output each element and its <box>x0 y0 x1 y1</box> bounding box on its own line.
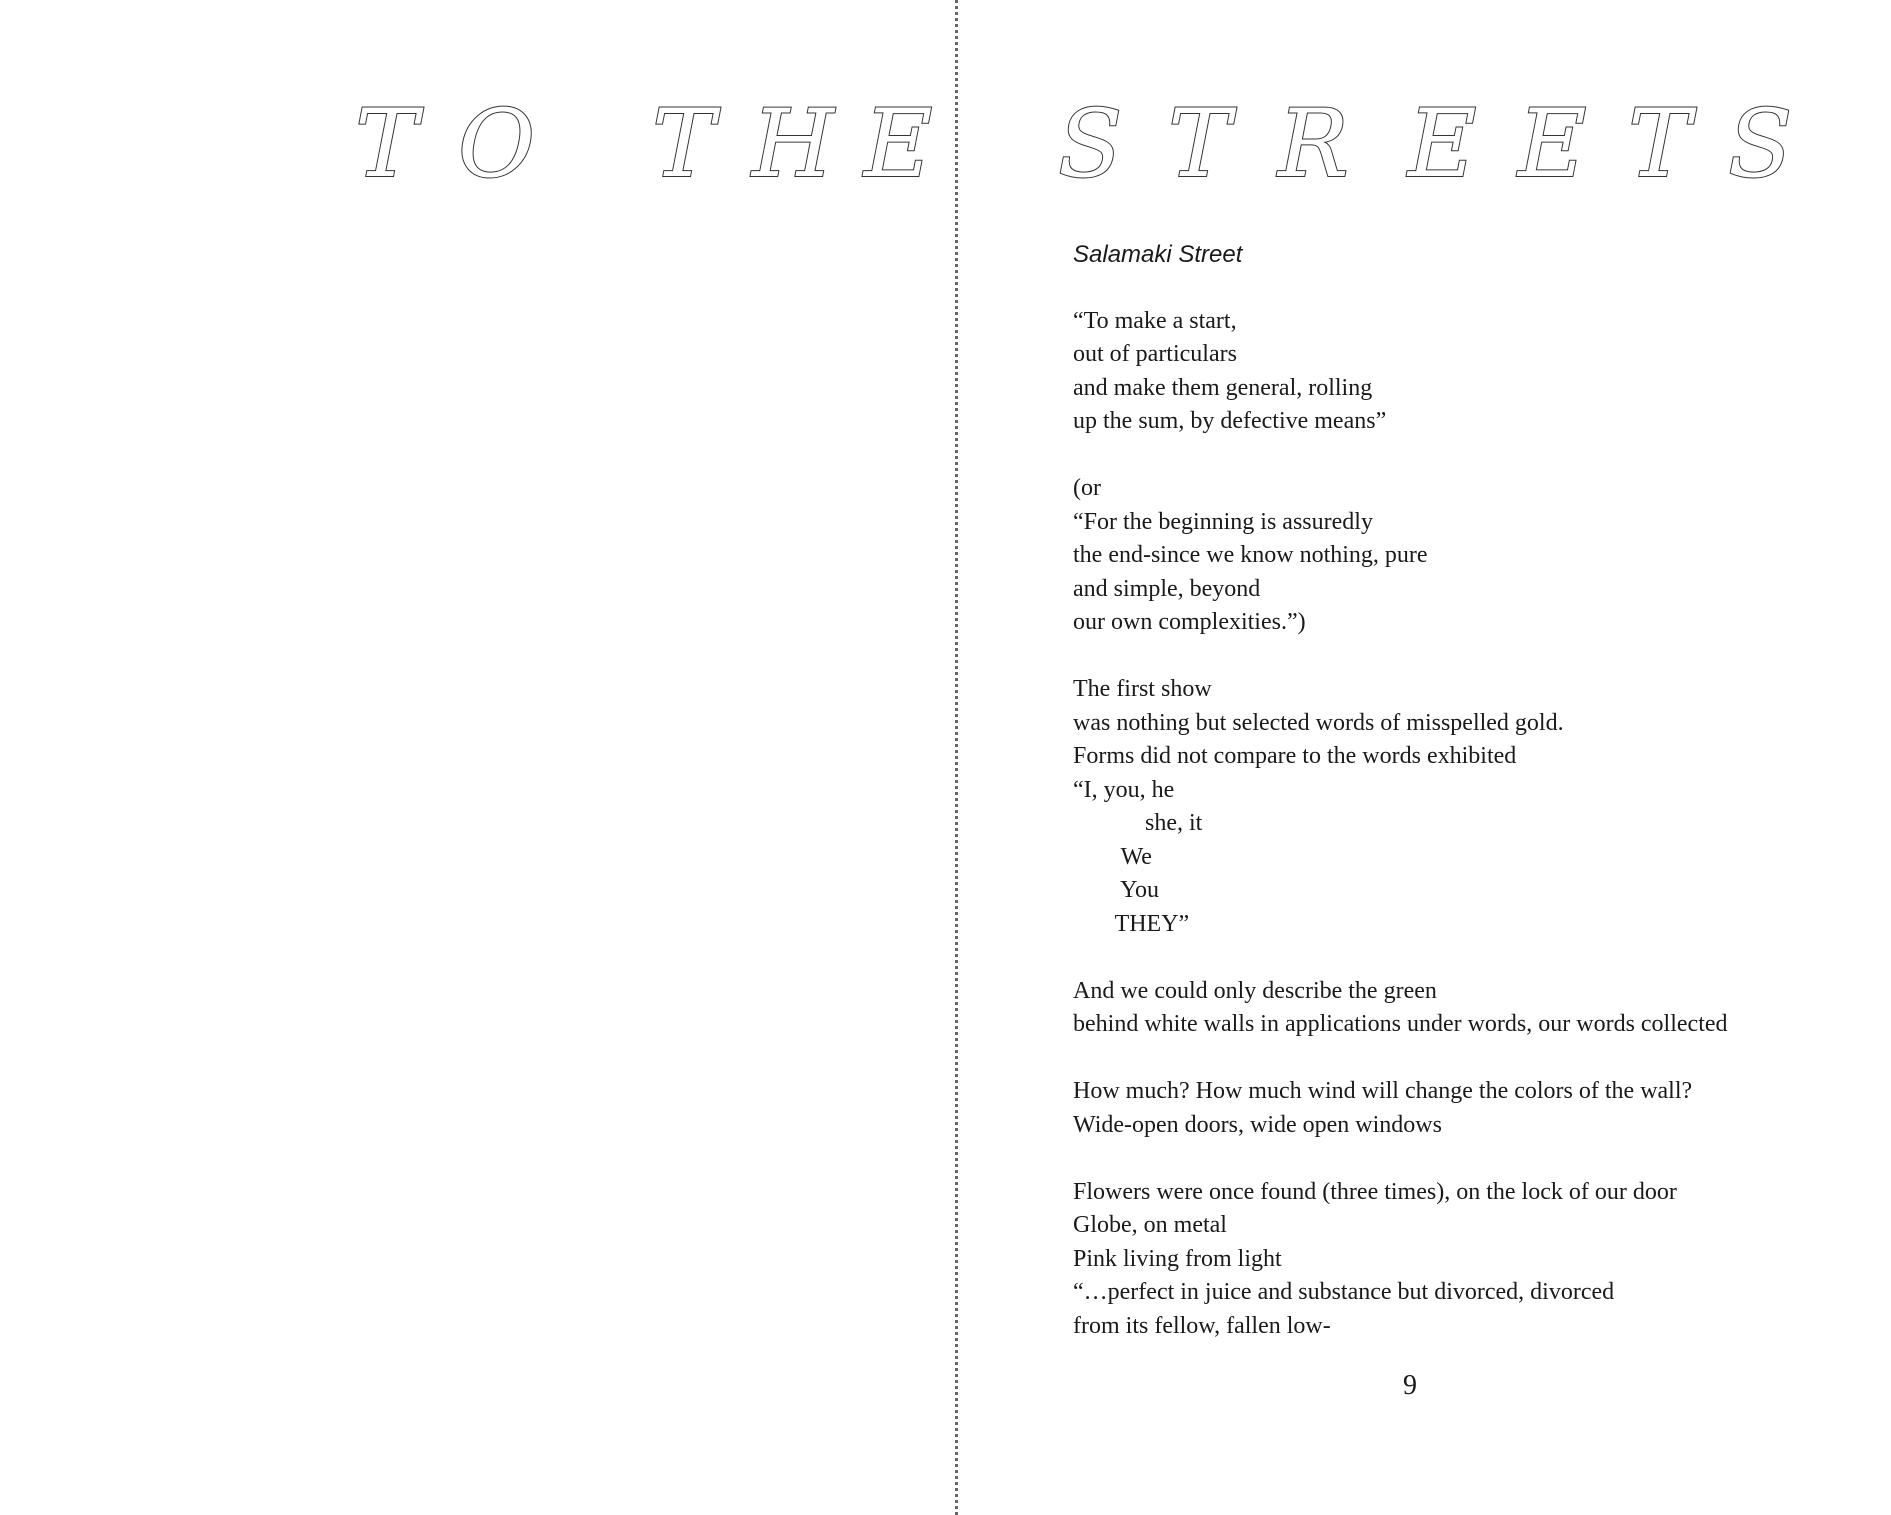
title-letter: E <box>1408 90 1477 199</box>
title-letter: E <box>864 90 933 199</box>
poem-stanza <box>1073 1176 1843 1344</box>
poem-line: was nothing but selected words of misspelled gold. <box>1073 709 1564 736</box>
poem-stanza <box>1073 1075 1843 1142</box>
title-letter: T <box>1168 90 1231 199</box>
title-letter: T <box>355 90 418 199</box>
poem-line: Pink living from light <box>1073 1245 1282 1272</box>
poem-stanzas <box>1073 305 1843 1344</box>
poem-line: “To make a start, <box>1073 307 1237 334</box>
poem-line: How much? How much wind will change the colors of the wall? <box>1073 1078 1693 1104</box>
poem-line: Wide-open doors, wide open windows <box>1073 1111 1442 1138</box>
poem-line: and simple, beyond <box>1073 575 1261 602</box>
poem-subtitle: Salamaki Street <box>1073 241 1243 268</box>
poem-line: Globe, on metal <box>1073 1212 1227 1238</box>
title-letter: S <box>1058 90 1123 199</box>
title-letter: E <box>1518 90 1587 199</box>
title-letter: S <box>1728 90 1793 199</box>
poem-line: our own complexities.”) <box>1073 609 1306 635</box>
poem-line: (or <box>1073 475 1101 501</box>
title-letter: T <box>1628 90 1691 199</box>
page-number: 9 <box>1403 1370 1417 1401</box>
title-letter: O <box>458 90 536 199</box>
poem-line: You <box>1073 877 1160 903</box>
title-letter: H <box>752 90 834 199</box>
title-letter: T <box>652 90 715 199</box>
poem-line: she, it <box>1073 810 1203 836</box>
poem-body <box>1073 238 1843 1377</box>
poem-line: and make them general, rolling <box>1073 374 1373 401</box>
poem-line: THEY” <box>1073 910 1190 937</box>
poem-stanza <box>1073 305 1843 439</box>
poem-line: Forms did not compare to the words exhibited <box>1073 743 1517 769</box>
poem-stanza <box>1073 472 1843 640</box>
poem-line: the end-since we know nothing, pure <box>1073 542 1428 568</box>
poem-line: behind white walls in applications under words, our words collected <box>1073 1011 1728 1037</box>
poem-stanza <box>1073 975 1843 1042</box>
poem-stanza <box>1073 673 1843 941</box>
poem-line: “I, you, he <box>1073 776 1175 803</box>
poem-line: And we could only describe the green <box>1073 977 1437 1004</box>
poem-line: out of particulars <box>1073 341 1237 367</box>
poem-line: Flowers were once found (three times), on the lock of our door <box>1073 1178 1677 1205</box>
poem-line: up the sum, by defective means” <box>1073 408 1387 434</box>
page-gutter-divider <box>955 0 958 1515</box>
poem-line: We <box>1073 843 1152 870</box>
poem-line: The first show <box>1073 676 1212 702</box>
poem-line: “For the beginning is assuredly <box>1073 508 1373 535</box>
title-letter: R <box>1278 90 1349 199</box>
poem-line: “…perfect in juice and substance but divorced, divorced <box>1073 1279 1615 1305</box>
poem-line: from its fellow, fallen low- <box>1073 1312 1331 1339</box>
